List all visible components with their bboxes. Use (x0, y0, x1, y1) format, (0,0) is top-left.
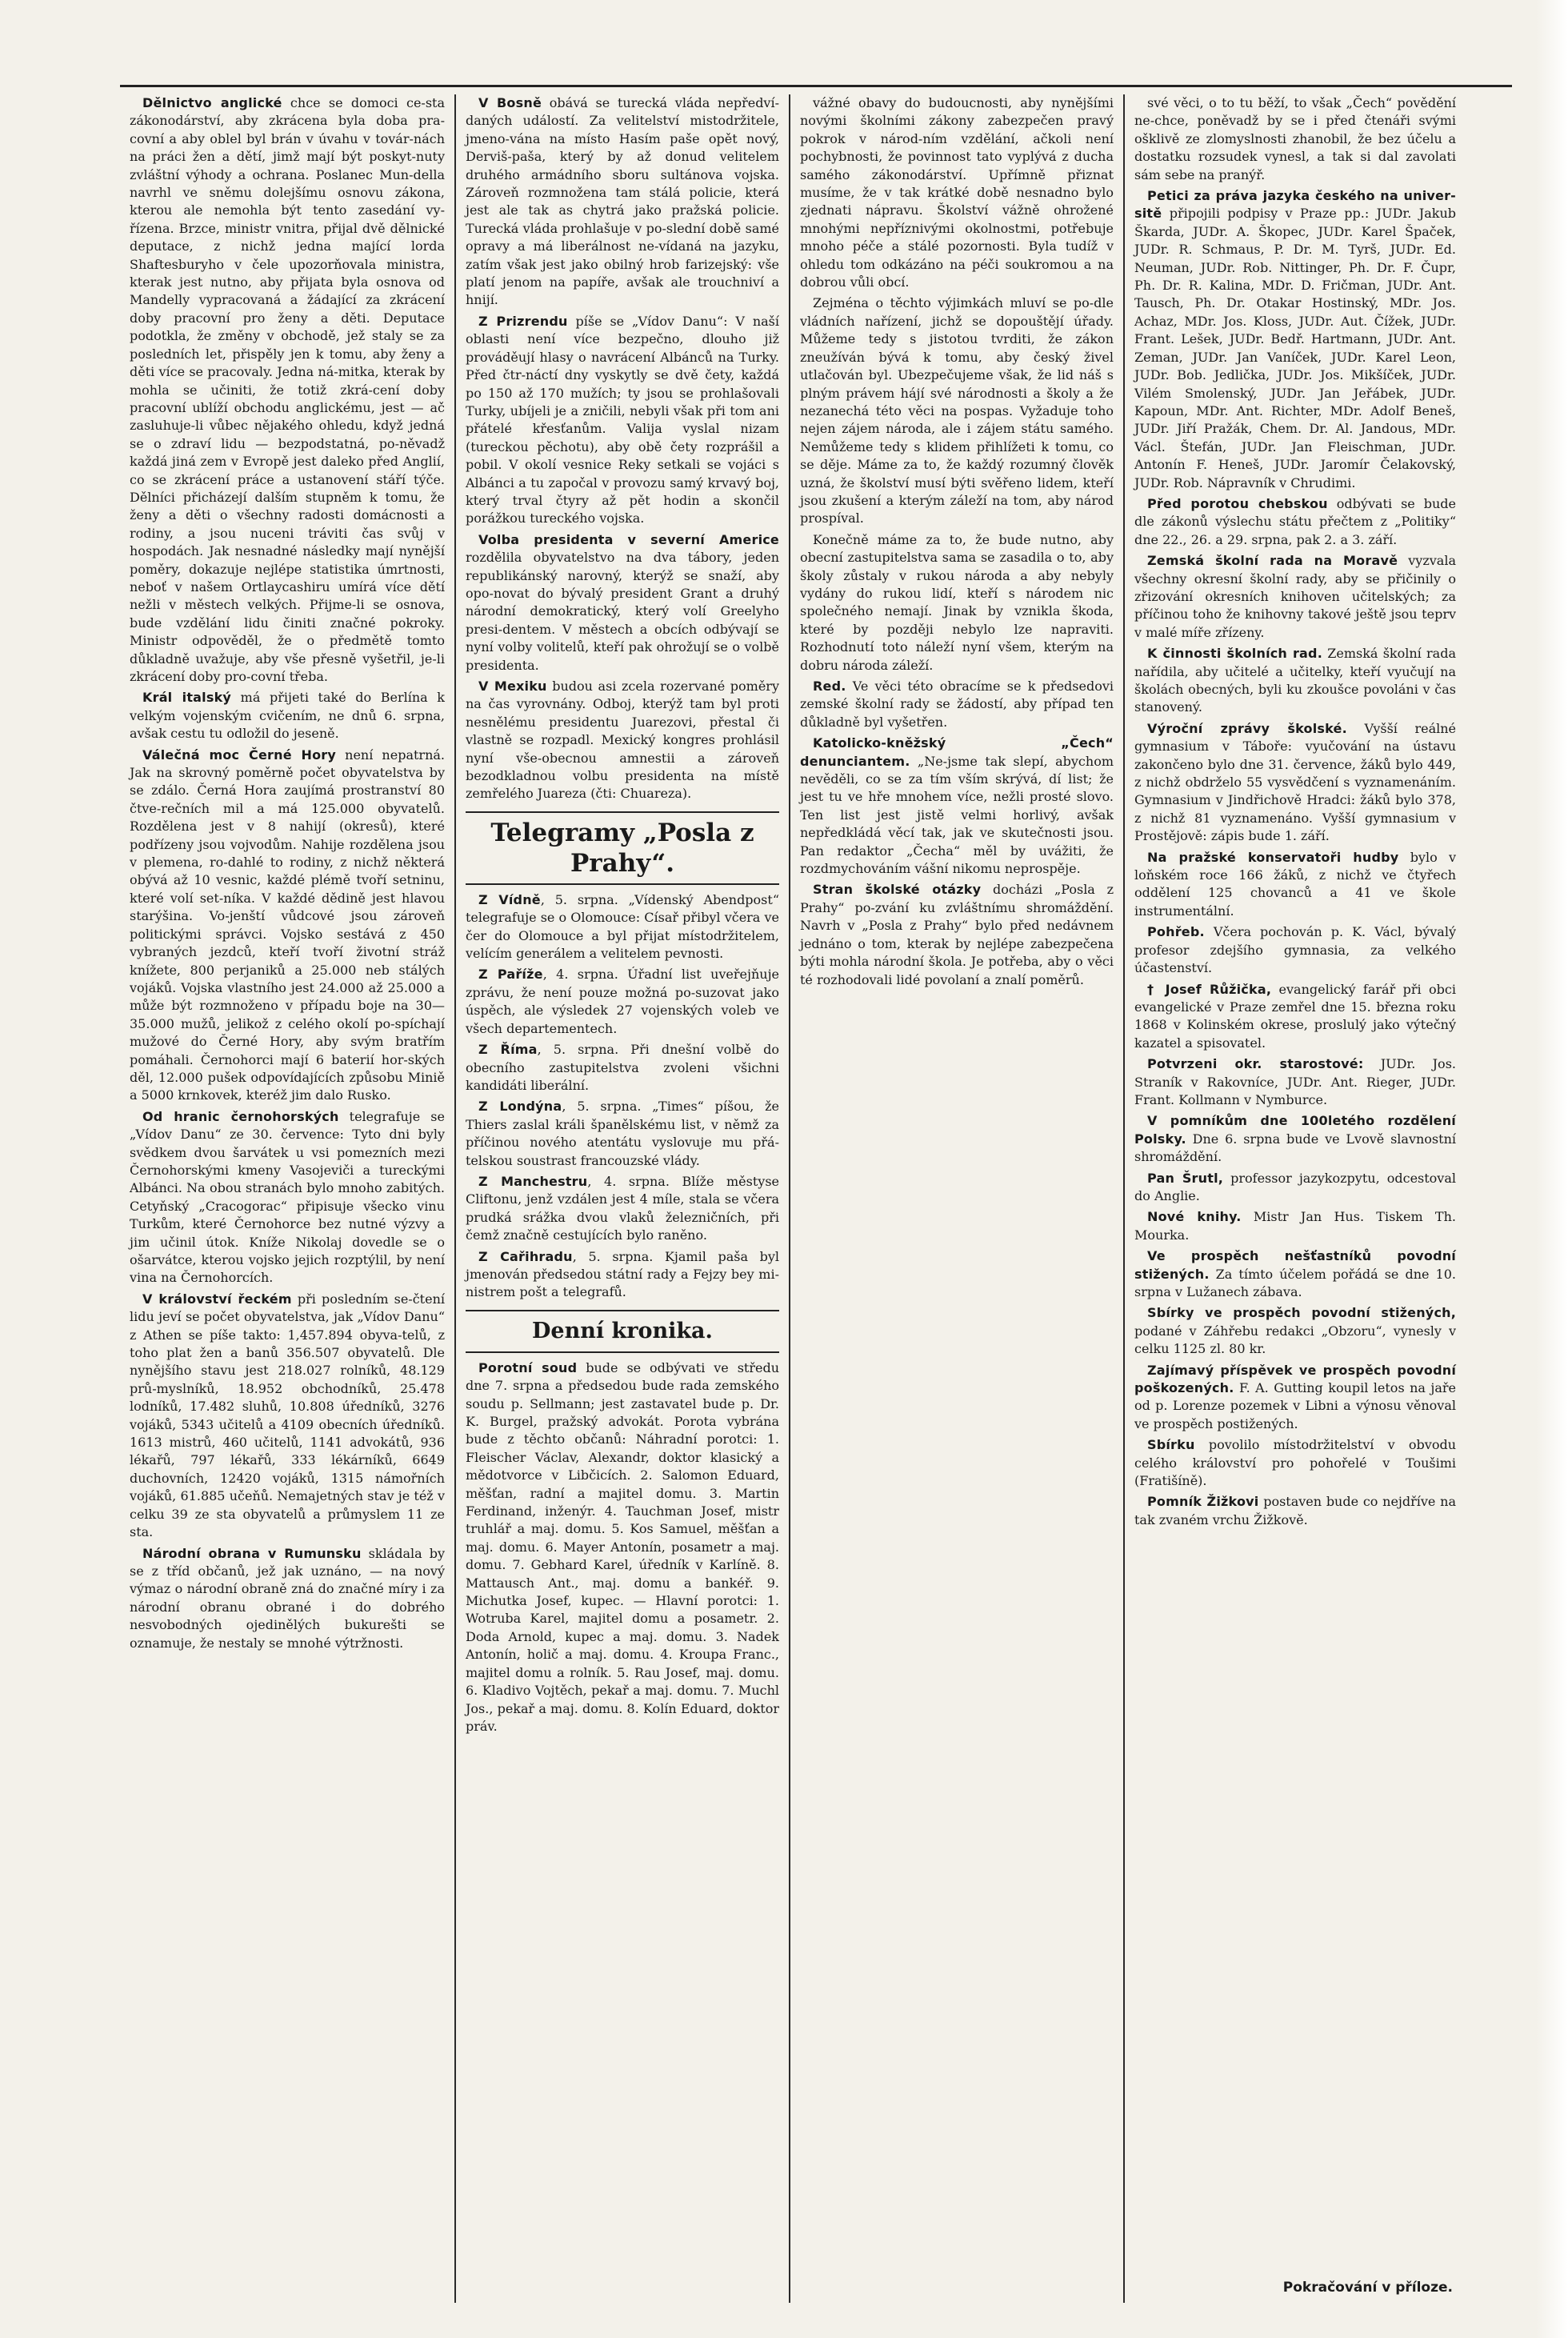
article-body: má přijeti také do Berlína k velkým vojenským cvičením, ne dnů 6. srpna, avšak cestu tu odložil do jeseně. (130, 690, 445, 742)
article-body: F. A. Gutting koupil letos na jaře od p. Lorenze pozemek v Libni a výnosu věnoval ve prospěch postižených. (1134, 1380, 1457, 1431)
article-body: rozdělila obyvatelstvo na dva tábory, jeden republikánský narovný, kterýž se snaží, aby opo-novat do bývalý president Grant a druhý národní demokratický, který volí Greelyho presi-dentem. V městech a obcích odbývají se nyní volby volitelů, kteří pak ohrožují se o volbě presidenta. (466, 550, 779, 673)
article (1134, 849, 1456, 921)
article (1134, 94, 1456, 184)
article-body: povolilo místodržitelství v obvodu celého království pro pohořelé v Toušimi (Fratišíně). (1134, 1437, 1456, 1489)
article-body: docházi „Posla z Prahy“ po-zvání ku zvláštnímu shromáždění. Navrh v „Posla z Prahy“ bylo před nedávnem jednáno o tom, kterak by nejlépe zabezpečena býti mohla národní škola. Je potřeba, aby o věci té rozhodovali lidé povolaní a znalí poměrů. (800, 882, 1114, 987)
article-headline: Potvrzeni okr. starostové: (1147, 1056, 1364, 1072)
kronika-body: bude se odbývati ve středu dne 7. srpna a předsedou bude rada zemského soudu p. Sellmann; jest zastavatel bude p. Dr. K. Burgel, pražský advokát. Porota vybrána bude z těchto občanů: Náhradní porotci: 1. Fleischer Václav, Alexandr, doktor klasický a mědotvorce v Libčicích. 2. Salomon Eduard, měšťan, radní a majitel domu. 3. Martin Ferdinand, inženýr. 4. Tauchman Josef, mistr truhlář a maj. domu. 5. Kos Samuel, měšťan a maj. domu. 6. Mayer Antonín, posametr a maj. domu. 7. Gebhard Karel, úředník v Karlíně. 8. Mattausch Ant., maj. domu a bankéř. 9. Michutka Josef, kupec. — Hlavní porotci: 1. Wotruba Karel, majitel domu a posametr. 2. Doda Arnold, kupec a maj. domu. 3. Nadek Antonín, holič a maj. domu. 4. Kroupa Franc., majitel domu a rolník. 5. Rau Josef, maj. domu. 6. Kladivo Vojtěch, pekař a maj. domu. 7. Muchl Jos., pekař a maj. domu. 8. Kolín Eduard, doktor práv. (466, 1359, 779, 1734)
article-body: telegrafuje se „Vídov Danu“ ze 30. července: Tyto dni byly svědkem dvou šarvátek u vsi pomezních mezi Černohorskými kmeny Vasojeviči a tureckými Albánci. Na obou stranách bylo mnoho zabitých. Cetyňský „Cracogorac“ připisuje všecko vinu Turkům, které Černohorce bez nutné výzvy a jim učinil útok. Kníže Nikolaj dovedle se o ošarvátce, kterou vojsko jejich rozptýlil, by není vina na Černohorcích. (130, 1108, 445, 1286)
kronika-heading: Denní kronika. (466, 1310, 779, 1353)
article-headline: Výroční zprávy školské. (1147, 720, 1347, 736)
telegram-item: Z Vídně, 5. srpna. „Vídenský Abendpost“ telegrafuje se o Olomouce: Císař přibyl včera ve čer do Olomouce a byl přijat místodržitelem, velícím generálem a velitelem pevnosti. (466, 891, 780, 962)
article-body: Za tímto účelem pořádá se dne 10. srpna v Lužanech zábava. (1134, 1266, 1456, 1299)
article-body: Zemská školní rada nařídila, aby učitelé a učitelky, kteří vyučují na školách obecných, byli ku zkoušce povoláni v čas stanovený. (1134, 646, 1456, 715)
article-body: píše se „Vídov Danu“: V naší oblasti není více bezpečno, dlouho již prováděují hlasy o navrácení Albánců na Turky. Před čtr-náctí dny vyskytly se dvě čety, každá po 150 až 170 mužích; ty jsou se prohlašovali Turky, ubíjeli je a zničili, nebyli však při tom ani přátelé křesťanům. Valija vyslal nizam (tureckou pěchotu), aby obě čety rozprášil a pobil. V okolí vesnice Reky setkali se vojáci s Albánci a tu započal v provozu samý krvavý boj, který trval čtyry až pět hodin a skončil porážkou tureckého vojska. (466, 313, 780, 526)
article (1134, 1362, 1456, 1434)
article-body: postaven bude co nejdříve na tak zvaném vrchu Žižkově. (1134, 1494, 1456, 1527)
telegram-item: Z Říma, 5. srpna. Při dnešní volbě do obecního zastupitelstva zvoleni všichni kandidáti liberální. (466, 1042, 779, 1093)
telegram-headline: Z Vídně (478, 891, 541, 907)
article-headline: † Josef Růžička, (1147, 981, 1272, 997)
article-body: Vyšší reálné gymnasium v Táboře: vyučování na ústavu zakončeno bylo dne 31. července, žáků bylo 449, z nichž obdrželo 55 vysvědčení s vyznamenáním. Gymnasium v Jindřichově Hradci: žáků bylo 378, z nichž 81 vyznamenáno. Vyšší gymnasium v Prostějově: zápis bude 1. září. (1134, 720, 1457, 844)
article-body: skládala by se z tříd občanů, jež jak uznáno, — na nový výmaz o národní obraně zná do značné míry i za národní obranu obrané i do dobrého nesvobodných ojedinělých bukurešti se oznamuje, že nestaly se mnohé výtržnosti. (130, 1545, 445, 1651)
telegram-headline: Z Manchestru (478, 1173, 588, 1189)
article-headline: Král italský (142, 690, 232, 706)
article-headline: Ve prospěch nešťastníků povodní stižených. (1134, 1248, 1456, 1282)
article-body: Mistr Jan Hus. Tiskem Th. Mourka. (1134, 1209, 1456, 1243)
article-body: není nepatrná. Jak na skrovný poměrně počet obyvatelstva by se zdálo. Černá Hora zaujímá prostranství 80 čtve-rečních mil a má 125.000 obyvatelů. Rozdělena jest v 8 nahijí (okresů), které podřízeny jsou vojvodům. Nahije rozdělena jsou v plemena, ro-dahlé to rodiny, z nichž některá obývá až 10 vesnic, každé plémě tvoří setninu, které volí set-níka. V každé dědině jest hlavou starýšina. Vo-jenští vůdcové jsou zároveň politickými správci. Vojsko sestává z 450 vybraných jezdců, kteří tvoří životní stráž knížete, 800 perjaniků a 25.000 neb stálých vojáků. Vojska vlastního jest 24.000 až 25.000 a může být rozmnoženo v případu boje na 30—35.000 mužů, jelikož z celého okolí po-spíchají mužové do Černé Hory, aby svým bratřím pomáhali. Černohorci mají 6 baterií hor-ských děl, 12.000 pušek odpovídajících způsobu Miniě a 5000 krnkovek, kteréž jim dalo Rusko. (130, 747, 445, 1103)
telegram-item: Z Cařihradu, 5. srpna. Kjamil paša byl jmenován předsedou státní rady a Fejzy bey mi-nistrem pošt a telegrafů. (466, 1248, 779, 1300)
column-1 (120, 94, 454, 2303)
telegram-body: 5. srpna. Kjamil paša byl jmenován předsedou státní rady a Fejzy bey mi-nistrem pošt a telegrafů. (466, 1248, 779, 1300)
article-body: připojili podpisy v Praze pp.: JUDr. Jakub Škarda, JUDr. A. Škopec, JUDr. Karel Špaček, JUDr. R. Schmaus, P. Dr. M. Tyrš, JUDr. Ed. Neuman, JUDr. Rob. Nittinger, Ph. Dr. F. Čupr, Ph. Dr. R. Kalina, MDr. D. Fričman, JUDr. Ant. Tausch, Ph. Dr. Otakar Hostinský, MDr. Jos. Achaz, MDr. Jos. Kloss, JUDr. Aut. Čížek, JUDr. Frant. Lešek, JUDr. Bedř. Hartmann, JUDr. Ant. Zeman, JUDr. Jan Vaníček, JUDr. Karel Leon, JUDr. Bob. Jedlička, JUDr. Jos. Mikšíček, JUDr. Vilém Smolenský, JUDr. Jan Jeřábek, JUDr. Kapoun, MDr. Ant. Richter, MDr. Adolf Beneš, JUDr. Jiří Pražák, Chem. Dr. Al. Jandous, MDr. Václ. Štefán, JUDr. Jan Fleischman, JUDr. Antonín F. Heneš, JUDr. Jaromír Čelakovský, JUDr. Rob. Nápravník v Chrudimi. (1134, 206, 1456, 490)
article-body: při posledním se-čtení lidu jeví se počet obyvatelstva, jak „Vídov Danu“ z Athen se píše takto: 1,457.894 obyva-telů, z toho plat žen a banů 356.507 obyvatelů. Dle nynějšího stavu jest 218.027 rolníků, 48.129 prů-myslníků, 18.952 obchodníků, 25.478 lodníků, 17.482 sluhů, 10.808 úředníků, 3276 vojáků, 5343 učitelů a 4109 obecních úředníků. 1613 mistrů, 460 učitelů, 1141 advokátů, 936 lékařů, 797 lékařů, 333 lékárníků, 6649 duchovních, 12420 vojáků, 1315 námořních vojáků, 61.885 učeňů. Nemajetných stav je též v celku 39 ze sta obyvatelů a průmyslem 11 ze sta. (130, 1291, 445, 1540)
article-headline: Sbírku (1147, 1437, 1195, 1453)
article-body: odbývati se bude dle zákonů výslechu státu přečtem z „Politiky“ dne 22., 26. a 29. srpna, pak 2. a 3. září. (1134, 495, 1457, 547)
article-headline: V Mexiku (478, 679, 547, 694)
article-body: obává se turecká vláda nepředví-daných událostí. Za velitelství mistodržitele, jmeno-vána na místo Hasím paše opět nový, Derviš-paša, který by až donud velitelem druhého armádního sboru sultánova vojska. Zároveň rozmnožena tam stálá policie, která jest ale tak as chytrá jako pražská policie. Turecká vláda prohlašuje v po-slední době samé opravy a má liberálnost ne-vídaná na jazyku, zatím však jest jako obilný hrob farizejský: vše platí jenom na papíře, avšak ale trouchniví a hnijí. (466, 95, 779, 308)
article (130, 94, 445, 686)
article-headline: Národní obrana v Rumunsku (142, 1545, 362, 1561)
article-body: Zejména o těchto výjimkách mluví se po-dle vládních nařízení, jichž se dopouštějí úřady. Můžeme tedy s jistotou tvrditi, že zákon zneužíván bývá k tomu, aby český živel utlačován byl. Ubezpečujeme však, že lid náš s plným právem hájí své národnosti a školy a že nezanechá této věci na pospas. Vyžaduje toho nejen zájem národa, ale i zájem státu samého. Nemůžeme tedy s klidem přihlížeti k tomu, co se děje. Máme za to, že každý rozumný člověk uzná, že školství musí býti svěřeno lidem, kteří jsou zkušení a kterým záleží na tom, aby národ prospíval. (800, 295, 1114, 526)
article-headline: Pomník Žižkovi (1147, 1494, 1259, 1510)
article (800, 294, 1114, 527)
article-body: své věci, o to tu běží, to však „Čech“ povědění ne-chce, poněvadž by se i před čtenáři svými ošklivě ze zlomyslnosti zhanobil, že bez účelu a dostatku rozsudek vynesl, a tak si dal zavolati sám sebe na pranýř. (1134, 95, 1456, 182)
telegram-headline: Z Londýna (478, 1099, 562, 1115)
telegram-item: Z Londýna, 5. srpna. „Times“ píšou, že Thiers zaslal králi španělskému list, v němž za příčinou nového atentátu vyslovuje mu přá-telskou soustrast francouzské vlády. (466, 1099, 780, 1168)
article-headline: Petici za práva jazyka českého na univer-sitě (1134, 188, 1456, 222)
article (466, 531, 779, 675)
article-headline: Zajímavý příspěvek ve prospěch povodní poškozených. (1134, 1362, 1456, 1396)
article-headline: Zemská školní rada na Moravě (1147, 553, 1398, 569)
article (1134, 1493, 1456, 1529)
article (1134, 645, 1456, 717)
article (466, 313, 779, 528)
article (1134, 552, 1456, 642)
kronika-headline: Porotní soud (478, 1359, 578, 1375)
article (130, 747, 445, 1105)
article-body: bylo v loňském roce 166 žáků, z nichž ve čtyřech oddělení 125 chovanců a 41 ve škole instrumentální. (1134, 849, 1456, 919)
article-body: podané v Záhřebu redakci „Obzoru“, vynesly v celku 1125 zl. 80 kr. (1134, 1323, 1456, 1357)
article-headline: Volba presidenta v severní Americe (478, 531, 779, 547)
telegram-headline: Z Říma (478, 1042, 538, 1058)
article (800, 881, 1114, 988)
article-body: Dne 6. srpna bude ve Lvově slavnostní shromáždění. (1134, 1131, 1456, 1165)
article (130, 1291, 445, 1542)
article (130, 1108, 445, 1287)
article (1134, 1055, 1456, 1109)
telegram-body: 4. srpna. Úřadní list uveřejňuje zprávu, že není pouze možná po-suzovat jako úspěch, ale výsledek 27 vojenských voleb ve všech departementech. (466, 967, 780, 1036)
article-body: vyzvala všechny okresní školní rady, aby se přičinily o zřizování okresních knihoven učitelských; za příčinou toho že knihovny takové ještě jsou teprv v malé míře zřízeny. (1134, 553, 1456, 640)
telegram-headline: Z Cařihradu (478, 1248, 573, 1264)
telegram-body: 5. srpna. „Times“ píšou, že Thiers zaslal králi španělskému list, v němž za příčinou nového atentátu vyslovuje mu přá-telskou soustrast francouzské vlády. (466, 1099, 780, 1168)
article-headline: Red. (813, 679, 846, 694)
column-3 (789, 94, 1123, 2303)
article (1134, 495, 1456, 549)
article-body: Konečně máme za to, že bude nutno, aby obecní zastupitelstva sama se zasadila o to, aby školy zůstaly v rukou národa a aby nebyly vydány do rukou lidí, kteří s národem nic společného nemají. Jinak by vznikla škoda, které by později nebylo lze napraviti. Rozhodnutí toto náleží nyní všem, kterým na dobru národa záleží. (800, 531, 1114, 673)
article-headline: Dělnictvo anglické (142, 95, 282, 110)
article-body: JUDr. Jos. Straník v Rakovníce, JUDr. Ant. Rieger, JUDr. Frant. Kollmann v Nymburce. (1134, 1056, 1456, 1107)
article (1134, 1436, 1456, 1490)
article-headline: Nové knihy. (1147, 1209, 1242, 1225)
column-2 (454, 94, 789, 2303)
article-headline: Od hranic černohorských (142, 1108, 339, 1124)
telegram-item: Z Manchestru, 4. srpna. Blíže městyse Cliftonu, jenž vzdálen jest 4 míle, stala se včera prudká srážka dvou vlaků železničních, při čemž značně cestujících bylo raněno. (466, 1173, 779, 1243)
article (1134, 1247, 1456, 1301)
article (800, 94, 1114, 291)
article (1134, 187, 1456, 492)
article (800, 531, 1114, 675)
article-headline: Z Prizrendu (478, 313, 568, 329)
article-headline: Sbírky ve prospěch povodní stižených, (1147, 1305, 1456, 1321)
article-headline: V království řeckém (142, 1291, 292, 1307)
article-body: budou asi zcela rozervané poměry na čas vyrovnány. Odboj, kterýž tam byl proti nesnělému presidentu Juarezovi, přestal či vlastně se rozpadl. Mexický kongres prohlásil nyní vše-obecnou amnestii a zároveň bezodkladnou volbu presidenta na místě zemřelého Juareza (čti: Chuareza). (466, 679, 779, 802)
continuation-note: Pokračování v příloze. (1282, 2279, 1453, 2296)
telegram-body: 4. srpna. Blíže městyse Cliftonu, jenž vzdálen jest 4 míle, stala se včera prudká srážka dvou vlaků železničních, při čemž značně cestujících bylo raněno. (466, 1173, 779, 1243)
telegram-headline: Z Paříže (478, 967, 543, 983)
article-body: professor jazykozpytu, odcestoval do Anglie. (1134, 1170, 1456, 1203)
article-body: chce se domoci ce-sta zákonodárství, aby zkrácena byla doba pra-covní a aby oblel byl brán v úvahu v továr-nách na práci žen a dětí, jimž mají být poskyt-nuty zvláštní výhody a ochrana. Poslanec Mun-della navrhl ve sněmu dolejšímu osnovu zákona, kterou ale nemohla být tento zasedání vy-řízena. Brzce, ministr vnitra, přijal dvě dělnické deputace, z nichž jedna mající lorda Shaftesburyho v čele upozorňovala ministra, kterak jest nutno, aby přijata byla osnova od Mandelly vypracovaná a žádající za zkrácení doby pracovní pro ženy a děti. Deputace podotkla, že změny v obchodě, jež staly se za posledních let, přispěly jen k tomu, aby ženy a děti více se pracovaly. Jedna ná-mitka, kterak by mohla se učiniti, že totiž zkrá-cení doby pracovní ublíží obchodu anglickému, jest — ač zasluhuje-li vůbec nějakého ohledu, když jedná se o zdraví lidu — bezpodstatná, po-něvadž každá jiná zem v Evropě jest daleko před Anglií, co se zkrácení práce a ustanovení stáří týče. Dělníci přicházejí dalším stupněm k tomu, že ženy a děti o všechny radosti domácnosti a rodiny, a jsou nuceni tráviti čas svůj v hospodách. Jak nesnadné následky mají nynější poměry, dokazuje nejlépe statistika úmrtnosti, neboť v našem Ortlaycashiru umírá více dětí nežli v městech velkých. Přijme-li se osnova, bude vzdělání lidu činiti značné pokroky. Ministr odpověděl, že o předmětě tomto důkladně uvažuje, aby vše přesně vyšetřil, je-li zkrácení doby pro-covní třeba. (130, 95, 446, 684)
article-body: Ve věci této obracíme se k předsedovi zemské školní rady se žádostí, aby případ ten důkladně byl vyšetřen. (800, 679, 1114, 730)
article-headline: Před porotou chebskou (1147, 495, 1328, 511)
article-headline: Stran školské otázky (813, 882, 982, 898)
article-headline: Pan Šrutl, (1147, 1170, 1224, 1186)
column-4 (1123, 94, 1466, 2303)
article-headline: V Bosně (478, 95, 542, 110)
article (466, 678, 779, 803)
page-edge (1536, 0, 1568, 2338)
telegrams-heading: Telegramy „Posla z Prahy“. (466, 811, 779, 885)
article-body: evangelický farář při obci evangelické v Praze zemřel dne 15. března roku 1868 v Kolinském okrese, proslulý jako výtečný kazatel a spisovatel. (1134, 981, 1457, 1051)
article (1134, 981, 1456, 1053)
article-body: Včera pochován p. K. Václ, bývalý profesor zdejšího gymnasia, za velkého účastenství. (1134, 924, 1456, 976)
article (1134, 1208, 1456, 1244)
article-headline: Katolicko-kněžský „Čech“ denunciantem. (800, 735, 1114, 769)
article (1134, 1304, 1456, 1358)
article (466, 94, 779, 310)
article (800, 678, 1114, 731)
article-headline: V pomníkům dne 100letého rozdělení Polsky. (1134, 1113, 1456, 1147)
columns (120, 94, 1512, 2296)
article (1134, 923, 1456, 977)
article-body: vážné obavy do budoucnosti, aby nynějšími novými školními zákony zabezpečen pravý pokrok v národ-ním vzdělání, ačkoli není pochybnosti, že povinnost tato vyplývá z ducha samého zákonodárství. Upřímně přiznat musíme, že v tak krátké době nesnadno bylo zjednati nápravu. Školství vážně ohrožené mnohými nepříznivými okolnostmi, potřebuje mnoho péče a stálé pozornosti. Byla tudíž v ohledu tom odkázáno na péči soukromou a na dobrou vůli obcí. (800, 95, 1114, 290)
telegram-item: Z Paříže, 4. srpna. Úřadní list uveřejňuje zprávu, že není pouze možná po-suzovat jako úspěch, ale výsledek 27 vojenských voleb ve všech departementech. (466, 967, 780, 1036)
article (1134, 1112, 1456, 1166)
article-headline: Na pražské konservatoři hudby (1147, 849, 1399, 865)
article-body: „Ne-jsme tak slepí, abychom nevěděli, co se za tím vším skrývá, dí list; že jest tu ve hře mnohem více, nežli prosté slovo. Ten list jest jistě velmi horlivý, avšak nepředkládá věcí tak, jak ve skutečnosti jsou. Pan redaktor „Čecha“ měl by uvážiti, že rozdmychováním vášní nikomu neprospěje. (800, 753, 1114, 877)
article (1134, 720, 1456, 846)
article (130, 689, 445, 743)
article (1134, 1170, 1456, 1206)
kronika-item (466, 1359, 779, 1736)
article-headline: Pohřeb. (1147, 924, 1205, 940)
article (130, 1545, 445, 1652)
top-rule (120, 85, 1512, 87)
telegram-body: 5. srpna. „Vídenský Abendpost“ telegrafuje se o Olomouce: Císař přibyl včera ve čer do Olomouce a byl přijat místodržitelem, velícím generálem a velitelem pevnosti. (466, 891, 780, 962)
article-headline: K činnosti školních rad. (1147, 646, 1322, 662)
article-headline: Válečná moc Černé Hory (142, 747, 337, 763)
article (800, 735, 1114, 878)
telegram-body: 5. srpna. Při dnešní volbě do obecního zastupitelstva zvoleni všichni kandidáti liberální. (466, 1042, 779, 1093)
